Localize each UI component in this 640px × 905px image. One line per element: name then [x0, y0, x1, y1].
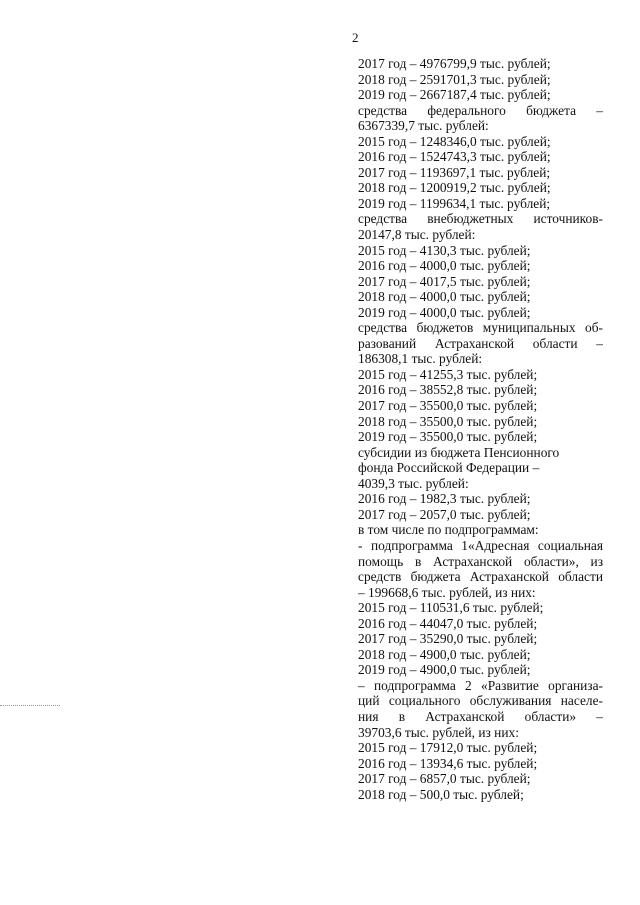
text-line: 2018 год – 500,0 тыс. рублей; [358, 786, 524, 802]
text-line: 2016 год – 1524743,3 тыс. рублей; [358, 149, 551, 165]
text-line: 2015 год – 1248346,0 тыс. рублей; [358, 133, 551, 149]
text-line: 2019 год – 35500,0 тыс. рублей; [358, 429, 538, 445]
text-line: 20147,8 тыс. рублей: [358, 227, 476, 243]
text-line: 4039,3 тыс. рублей: [358, 475, 469, 491]
text-line: 2015 год – 4130,3 тыс. рублей; [358, 242, 531, 258]
text-line: 2017 год – 35290,0 тыс. рублей; [358, 631, 538, 647]
text-line: субсидии из бюджета Пенсионного [358, 444, 560, 460]
text-line: средств бюджета Астраханской области [358, 569, 603, 585]
text-line: 2019 год – 4000,0 тыс. рублей; [358, 304, 531, 320]
text-line: 39703,6 тыс. рублей, из них: [358, 724, 519, 740]
text-line: – 199668,6 тыс. рублей, из них: [358, 584, 536, 600]
text-line: фонда Российской Федерации – [358, 460, 540, 476]
text-line: 2016 год – 44047,0 тыс. рублей; [358, 615, 538, 631]
text-line: 2016 год – 38552,8 тыс. рублей; [358, 382, 538, 398]
text-line: средства внебюджетных источников- [358, 211, 603, 227]
text-line: 2019 год – 1199634,1 тыс. рублей; [358, 195, 551, 211]
text-line: 2015 год – 110531,6 тыс. рублей; [358, 600, 544, 616]
text-line: 2018 год – 1200919,2 тыс. рублей; [358, 180, 551, 196]
text-line: 186308,1 тыс. рублей: [358, 351, 483, 367]
text-line: 2018 год – 2591701,3 тыс. рублей; [358, 71, 551, 87]
text-line: 2019 год – 2667187,4 тыс. рублей; [358, 87, 551, 103]
text-line: 2016 год – 13934,6 тыс. рублей; [358, 755, 538, 771]
text-line: 2016 год – 4000,0 тыс. рублей; [358, 258, 531, 274]
text-line: 2018 год – 4000,0 тыс. рублей; [358, 289, 531, 305]
text-line: 2019 год – 4900,0 тыс. рублей; [358, 662, 531, 678]
text-line: 2017 год – 6857,0 тыс. рублей; [358, 771, 531, 787]
page-number: 2 [352, 30, 359, 45]
text-line: 2018 год – 4900,0 тыс. рублей; [358, 646, 531, 662]
text-line: средства бюджетов муниципальных об- [358, 320, 603, 336]
text-line: 2017 год – 2057,0 тыс. рублей; [358, 506, 531, 522]
text-line: 6367339,7 тыс. рублей: [358, 118, 489, 134]
scan-artifact [0, 705, 60, 708]
text-line: 2018 год – 35500,0 тыс. рублей; [358, 413, 538, 429]
text-line: ния в Астраханской области» – [358, 708, 603, 724]
text-line: 2017 год – 35500,0 тыс. рублей; [358, 398, 538, 414]
text-line: 2017 год – 4017,5 тыс. рублей; [358, 273, 531, 289]
text-line: - подпрограмма 1«Адресная социальная [358, 537, 603, 553]
text-line: 2015 год – 17912,0 тыс. рублей; [358, 740, 538, 756]
funding-text-column [358, 56, 603, 802]
text-line: 2017 год – 4976799,9 тыс. рублей; [358, 56, 551, 71]
text-line: в том числе по подпрограммам: [358, 522, 539, 538]
text-line: 2016 год – 1982,3 тыс. рублей; [358, 491, 531, 507]
text-line: 2015 год – 41255,3 тыс. рублей; [358, 366, 538, 382]
text-line: разований Астраханской области – [358, 335, 603, 351]
text-line: помощь в Астраханской области», из [358, 553, 603, 569]
text-line: средства федерального бюджета – [358, 102, 603, 118]
text-line: 2017 год – 1193697,1 тыс. рублей; [358, 164, 551, 180]
text-line: – подпрограмма 2 «Развитие организа- [358, 677, 603, 693]
text-line: ций социального обслуживания населе- [358, 693, 603, 709]
